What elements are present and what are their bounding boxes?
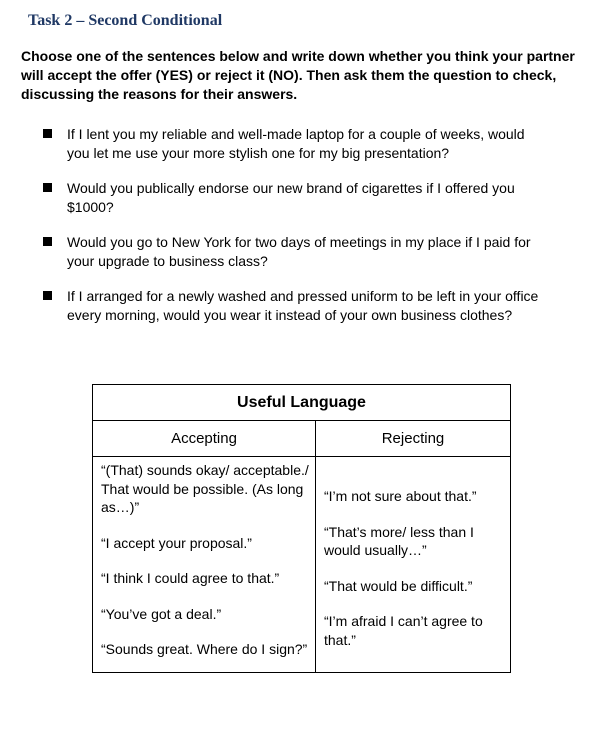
task-title: Task 2 – Second Conditional [28, 12, 223, 29]
list-item [43, 287, 543, 324]
rejecting-phrase: “That would be difficult.” [324, 577, 473, 594]
useful-language-table [92, 384, 511, 673]
square-bullet-icon [43, 237, 52, 246]
rejecting-phrase: “I’m afraid I can’t agree to that.” [324, 613, 483, 648]
sentence-text: Would you publically endorse our new brand of cigarettes if I offered you $1000? [67, 180, 515, 215]
accepting-phrase: “(That) sounds okay/ acceptable./ That would be possible. (As long as…)” [101, 462, 309, 515]
rejecting-phrase: “That’s more/ less than I would usually…” [324, 523, 474, 558]
sentence-text: If I lent you my reliable and well-made laptop for a couple of weeks, would you let me use your more stylish one for my big presentation? [67, 126, 525, 161]
accepting-phrase: “I accept your proposal.” [101, 534, 252, 551]
sentence-text: Would you go to New York for two days of meetings in my place if I paid for your upgrade to business class? [67, 234, 531, 269]
list-item [43, 179, 543, 216]
list-item [43, 233, 543, 270]
rejecting-column [316, 457, 511, 673]
useful-language-heading: Useful Language [93, 385, 511, 421]
accepting-phrase: “I think I could agree to that.” [101, 570, 280, 586]
list-item [43, 125, 543, 162]
rejecting-phrase: “I’m not sure about that.” [324, 488, 477, 504]
rejecting-header: Rejecting [316, 421, 511, 457]
square-bullet-icon [43, 183, 52, 192]
accepting-phrase: “You’ve got a deal.” [101, 605, 222, 622]
accepting-column [93, 457, 316, 673]
accepting-phrase: “Sounds great. Where do I sign?” [101, 641, 308, 657]
square-bullet-icon [43, 291, 52, 300]
accepting-header: Accepting [93, 421, 316, 457]
sentence-text: If I arranged for a newly washed and pressed uniform to be left in your office every morning, would you wear it instead of your own business clothes? [67, 288, 539, 323]
instructions-text: Choose one of the sentences below and write down whether you think your partner will accept the offer (YES) or reject it (NO). Then ask them the question to check, discussing the reasons for their answers. [21, 48, 575, 102]
square-bullet-icon [43, 129, 52, 138]
sentence-list [43, 125, 543, 341]
